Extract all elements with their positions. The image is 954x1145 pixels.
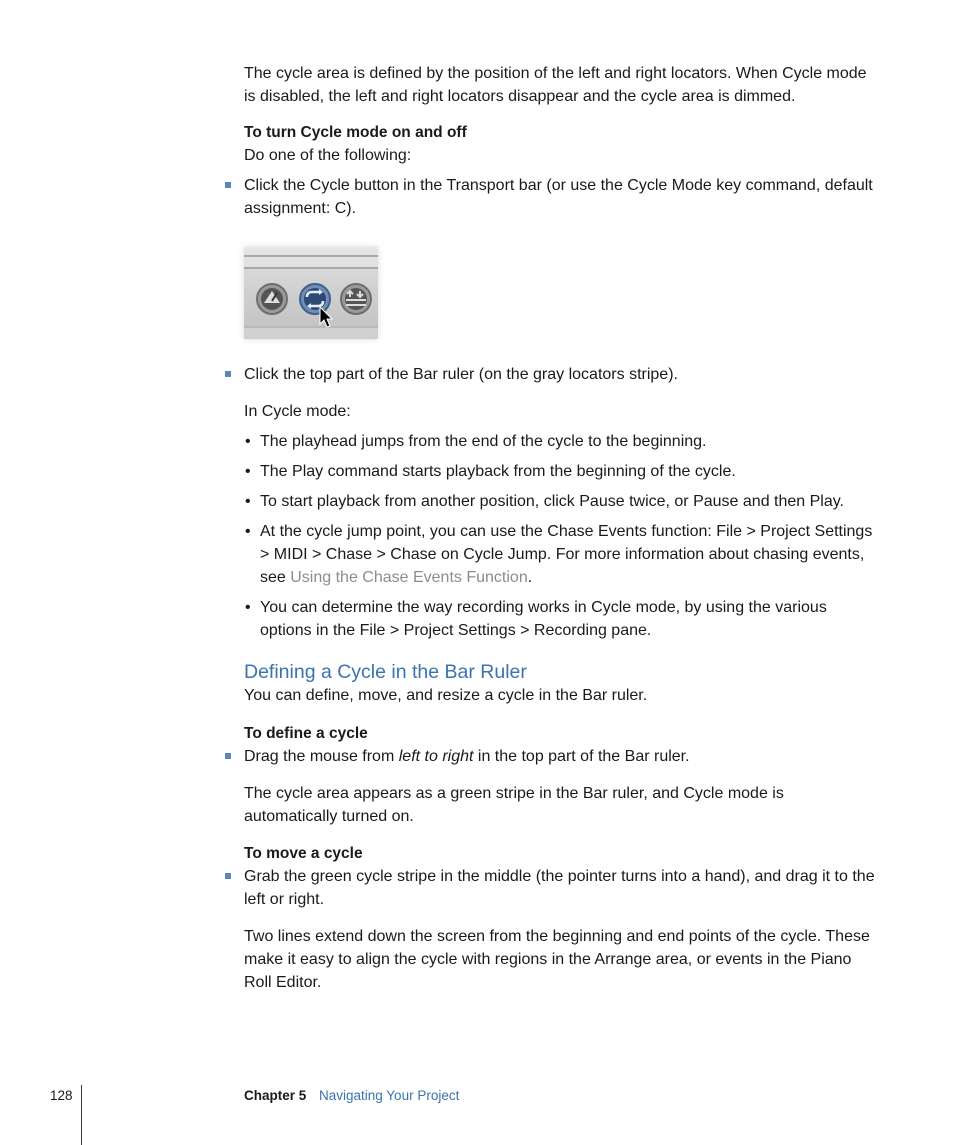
section-heading: Defining a Cycle in the Bar Ruler [244, 661, 527, 683]
square-bullet-icon [225, 873, 231, 879]
task-lead: Do one of the following: [244, 147, 412, 164]
list-item: • The Play command starts playback from the beginning of the cycle. [245, 463, 736, 480]
merge-icon [341, 284, 371, 314]
transport-bar-figure [244, 247, 378, 339]
step-text: Grab the green cycle stripe in the middle (the pointer turns into a hand), and drag it to the left or right. [244, 868, 875, 908]
define-result: The cycle area appears as a green stripe in the Bar ruler, and Cycle mode is automatically turned on. [244, 785, 784, 825]
intro-paragraph: The cycle area is defined by the position of the left and right locators. When Cycle mode is disabled, the left and right locators disappear and the cycle area is dimmed. [244, 65, 867, 105]
page-number: 128 [50, 1088, 73, 1103]
step-text: Click the top part of the Bar ruler (on the gray locators stripe). [244, 366, 678, 383]
move-result: Two lines extend down the screen from the beginning and end points of the cycle. These make it easy to align the cycle with regions in the Arrange area, or events in the Piano Roll Editor. [244, 928, 870, 991]
chase-events-link[interactable]: Using the Chase Events Function [290, 569, 528, 586]
step-text: Click the Cycle button in the Transport bar (or use the Cycle Mode key command, default assignment: C). [244, 177, 873, 217]
chapter-label: Chapter 5 [244, 1088, 307, 1103]
task-title-cycle-mode: To turn Cycle mode on and off [244, 124, 467, 141]
step-drag-mouse [244, 745, 876, 768]
footer-divider [81, 1085, 82, 1145]
square-bullet-icon [225, 182, 231, 188]
step-click-cycle-button [244, 174, 876, 220]
task-title-move-cycle: To move a cycle [244, 845, 363, 862]
metronome-icon [257, 284, 287, 314]
step-text: Drag the mouse from left to right in the top part of the Bar ruler. [244, 748, 690, 765]
step-grab-stripe [244, 865, 876, 911]
page-content [244, 62, 876, 994]
step-click-bar-ruler [244, 363, 876, 386]
list-item: • To start playback from another position, click Pause twice, or Pause and then Play. [245, 493, 844, 510]
cycle-mode-bullets [245, 430, 876, 642]
task-title-define-cycle: To define a cycle [244, 725, 368, 742]
list-item: • At the cycle jump point, you can use the Chase Events function: File > Project Settings > MIDI > Chase > Chase on Cycle Jump. For more information about chasing events, see Using the Chase Events Function. [245, 523, 873, 586]
list-item: • The playhead jumps from the end of the cycle to the beginning. [245, 433, 707, 450]
list-item: • You can determine the way recording works in Cycle mode, by using the various options in the File > Project Settings > Recording pane. [245, 599, 827, 639]
cycle-icon [300, 284, 330, 314]
section-intro: You can define, move, and resize a cycle in the Bar ruler. [244, 687, 648, 704]
square-bullet-icon [225, 371, 231, 377]
square-bullet-icon [225, 753, 231, 759]
chapter-title[interactable]: Navigating Your Project [319, 1088, 460, 1103]
cycle-mode-label: In Cycle mode: [244, 403, 351, 420]
